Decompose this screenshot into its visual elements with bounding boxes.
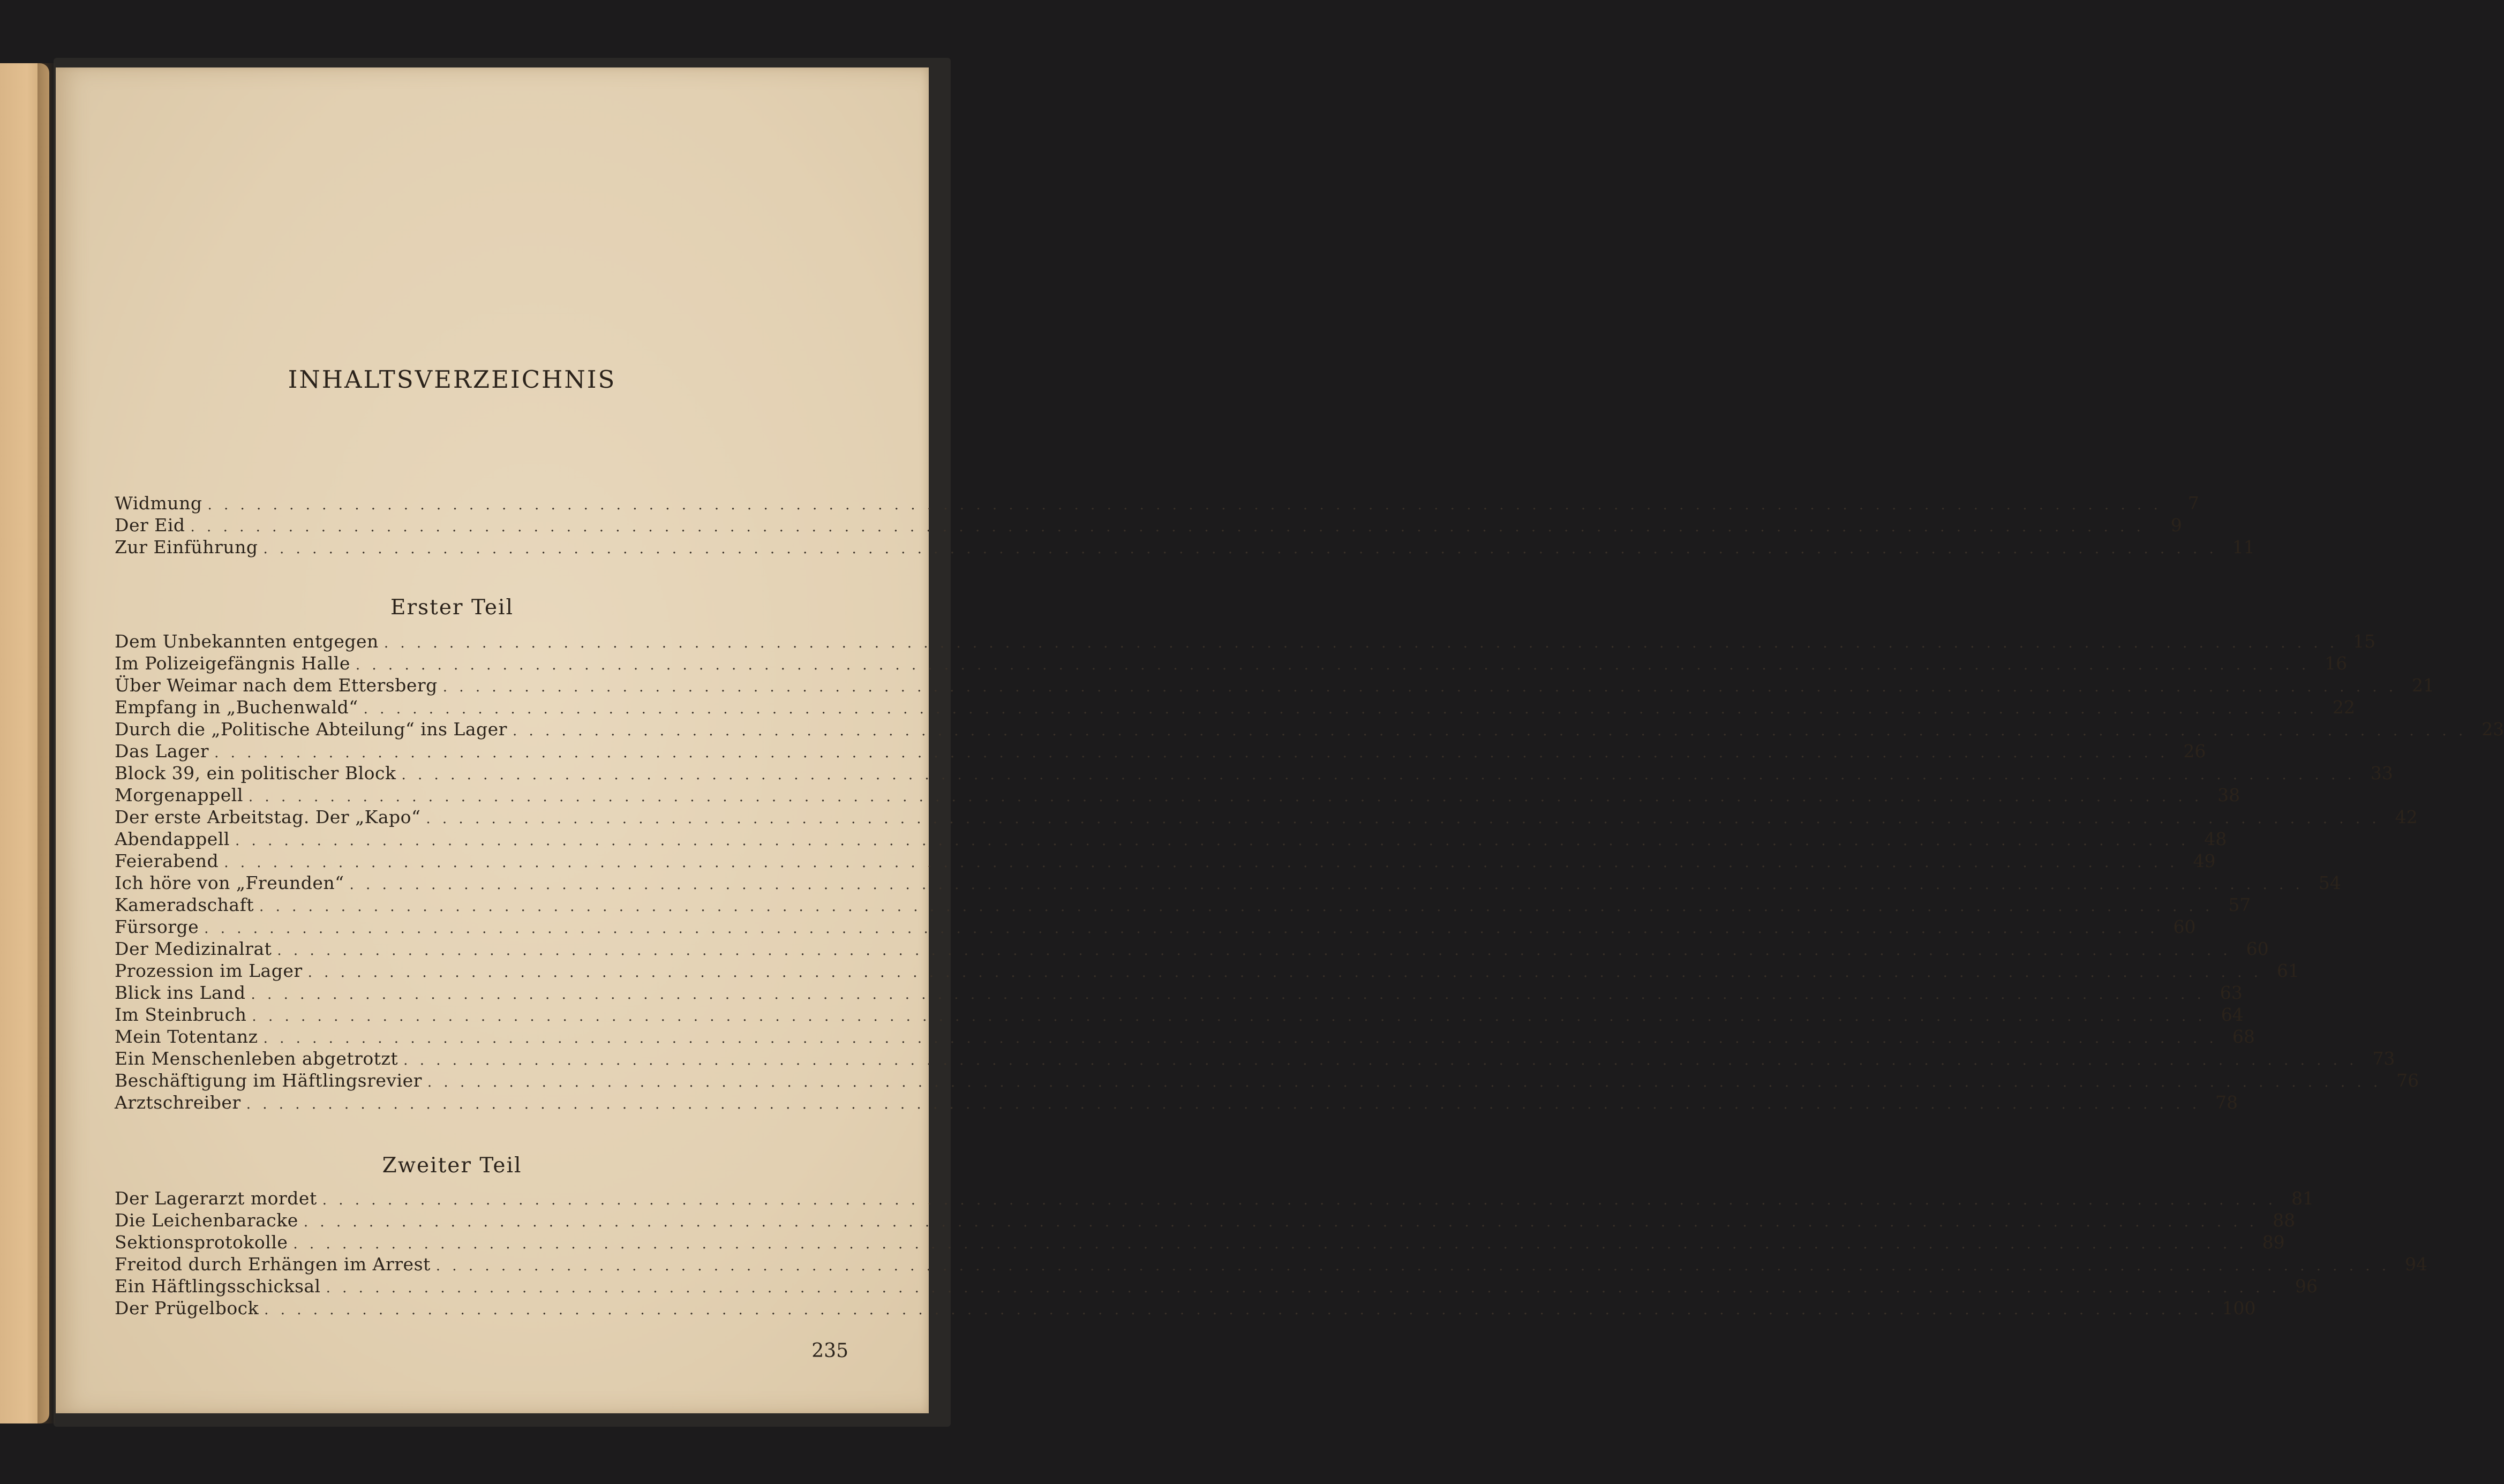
toc-entry-page: 96 — [2295, 1276, 2318, 1297]
toc-entry-title: Ich höre von „Freunden“ — [115, 872, 344, 893]
toc-entry-page: 26 — [2183, 741, 2206, 762]
toc-entry-title: Beschäftigung im Häftlingsrevier — [115, 1070, 422, 1091]
toc-entry-title: Das Lager — [115, 741, 209, 762]
toc-entry — [115, 1298, 2256, 1320]
toc-entry-title: Morgenappell — [115, 785, 243, 805]
toc-entry-title: Dem Unbekannten entgegen — [115, 631, 379, 652]
toc-entry-title: Der erste Arbeitstag. Der „Kapo“ — [115, 807, 421, 827]
toc-entry — [115, 1004, 2244, 1026]
toc-entry-page: 76 — [2396, 1070, 2419, 1091]
toc-entry — [115, 785, 2240, 807]
toc-entry — [115, 675, 2435, 697]
toc-entry-title: Block 39, ein politischer Block — [115, 763, 396, 784]
dot-leader: . . . . . . . . . . . . . . . . . . . . . . . . . . . . . . . . . . . . . . . . . . . . . . . . . . . . . . . . . . . . . . . . . . . . . . . . . . . . . . . . . . . . . . . . . . . . . . . . . . . . . . . . . . . . . . . . . . . . . . . . — [246, 1096, 2200, 1112]
toc-entry-page: 81 — [2291, 1188, 2314, 1209]
dot-leader: . . . . . . . . . . . . . . . . . . . . . . . . . . . . . . . . . . . . . . . . . . . . . . . . . . . . . . . . . . . . . . . . . . . . . . . . . . . . . . . . . . . . . . . . . . . . . . . . . . . . . . . . . . . . . . . . . . . . . . . . — [363, 701, 2318, 717]
toc-entry-title: Der Lagerarzt mordet — [115, 1188, 317, 1209]
book-gutter — [37, 63, 56, 1423]
toc-entry-page: 23 — [2482, 719, 2504, 740]
toc-entry — [115, 537, 2255, 559]
toc-entry — [115, 1188, 2314, 1210]
dot-leader: . . . . . . . . . . . . . . . . . . . . . . . . . . . . . . . . . . . . . . . . . . . . . . . . . . . . . . . . . . . . . . . . . . . . . . . . . . . . . . . . . . . . . . . . . . . . . . . . . . . . . . . . . . . . . . . . . . . . . . . . — [349, 877, 2304, 893]
toc-entry — [115, 1276, 2318, 1298]
toc-entry-page: 16 — [2325, 653, 2348, 674]
dot-leader: . . . . . . . . . . . . . . . . . . . . . . . . . . . . . . . . . . . . . . . . . . . . . . . . . . . . . . . . . . . . . . . . . . . . . . . . . . . . . . . . . . . . . . . . . . . . . . . . . . . . . . . . . . . . . . . . . . . . . . . . — [235, 833, 2190, 849]
toc-entry — [115, 1092, 2238, 1114]
toc-entry-page: 22 — [2332, 697, 2355, 718]
dot-leader: . . . . . . . . . . . . . . . . . . . . . . . . . . . . . . . . . . . . . . . . . . . . . . . . . . . . . . . . . . . . . . . . . . . . . . . . . . . . . . . . . . . . . . . . . . . . . . . . . . . . . . . . . . . . . . . . . . . . . . . . — [252, 1008, 2206, 1025]
dot-leader: . . . . . . . . . . . . . . . . . . . . . . . . . . . . . . . . . . . . . . . . . . . . . . . . . . . . . . . . . . . . . . . . . . . . . . . . . . . . . . . . . . . . . . . . . . . . . . . . . . . . . . . . . . . . . . . . . . . . . . . . — [263, 541, 2217, 557]
dot-leader: . . . . . . . . . . . . . . . . . . . . . . . . . . . . . . . . . . . . . . . . . . . . . . . . . . . . . . . . . . . . . . . . . . . . . . . . . . . . . . . . . . . . . . . . . . . . . . . . . . . . . . . . . . . . . . . . . . . . . . . . — [384, 635, 2338, 651]
dot-leader: . . . . . . . . . . . . . . . . . . . . . . . . . . . . . . . . . . . . . . . . . . . . . . . . . . . . . . . . . . . . . . . . . . . . . . . . . . . . . . . . . . . . . . . . . . . . . . . . . . . . . . . . . . . . . . . . . . . . . . . . — [442, 679, 2397, 695]
toc-entry — [115, 1210, 2296, 1232]
toc-entry — [115, 960, 2299, 982]
toc-entry-page: 21 — [2412, 675, 2435, 696]
toc-entry-page: 88 — [2273, 1210, 2296, 1231]
dot-leader: . . . . . . . . . . . . . . . . . . . . . . . . . . . . . . . . . . . . . . . . . . . . . . . . . . . . . . . . . . . . . . . . . . . . . . . . . . . . . . . . . . . . . . . . . . . . . . . . . . . . . . . . . . . . . . . . . . . . . . . . — [264, 1302, 2219, 1318]
dot-leader: . . . . . . . . . . . . . . . . . . . . . . . . . . . . . . . . . . . . . . . . . . . . . . . . . . . . . . . . . . . . . . . . . . . . . . . . . . . . . . . . . . . . . . . . . . . . . . . . . . . . . . . . . . . . . . . . . . . . . . . . — [277, 943, 2231, 959]
dot-leader: . . . . . . . . . . . . . . . . . . . . . . . . . . . . . . . . . . . . . . . . . . . . . . . . . . . . . . . . . . . . . . . . . . . . . . . . . . . . . . . . . . . . . . . . . . . . . . . . . . . . . . . . . . . . . . . . . . . . . . . . — [214, 745, 2169, 761]
toc-entry-title: Ein Menschenleben abgetrotzt — [115, 1048, 398, 1069]
toc-entry-page: 78 — [2215, 1092, 2238, 1113]
toc-entry-page: 33 — [2370, 763, 2393, 784]
toc-entry-title: Feierabend — [115, 850, 219, 871]
dot-leader: . . . . . . . . . . . . . . . . . . . . . . . . . . . . . . . . . . . . . . . . . . . . . . . . . . . . . . . . . . . . . . . . . . . . . . . . . . . . . . . . . . . . . . . . . . . . . . . . . . . . . . . . . . . . . . . . . . . . . . . . — [326, 1280, 2280, 1296]
dot-leader: . . . . . . . . . . . . . . . . . . . . . . . . . . . . . . . . . . . . . . . . . . . . . . . . . . . . . . . . . . . . . . . . . . . . . . . . . . . . . . . . . . . . . . . . . . . . . . . . . . . . . . . . . . . . . . . . . . . . . . . . — [293, 1236, 2247, 1252]
toc-entry-title: Über Weimar nach dem Ettersberg — [115, 675, 438, 696]
toc-entry-title: Abendappell — [115, 828, 230, 849]
part-two-heading: Zweiter Teil — [382, 1154, 522, 1178]
toc-entry-page: 63 — [2220, 982, 2243, 1003]
toc-entry-page: 7 — [2187, 493, 2199, 514]
toc-entry — [115, 763, 2393, 785]
toc-entry-page: 60 — [2173, 916, 2196, 937]
toc-entry — [115, 938, 2269, 960]
dot-leader: . . . . . . . . . . . . . . . . . . . . . . . . . . . . . . . . . . . . . . . . . . . . . . . . . . . . . . . . . . . . . . . . . . . . . . . . . . . . . . . . . . . . . . . . . . . . . . . . . . . . . . . . . . . . . . . . . . . . . . . . — [355, 657, 2310, 673]
dot-leader: . . . . . . . . . . . . . . . . . . . . . . . . . . . . . . . . . . . . . . . . . . . . . . . . . . . . . . . . . . . . . . . . . . . . . . . . . . . . . . . . . . . . . . . . . . . . . . . . . . . . . . . . . . . . . . . . . . . . . . . . — [207, 497, 2162, 513]
dot-leader: . . . . . . . . . . . . . . . . . . . . . . . . . . . . . . . . . . . . . . . . . . . . . . . . . . . . . . . . . . . . . . . . . . . . . . . . . . . . . . . . . . . . . . . . . . . . . . . . . . . . . . . . . . . . . . . . . . . . . . . . — [427, 1074, 2382, 1090]
toc-entry-page: 11 — [2232, 537, 2255, 558]
part-one-heading: Erster Teil — [390, 596, 514, 620]
toc-entry-page: 73 — [2372, 1048, 2395, 1069]
toc-entry-title: Kameradschaft — [115, 894, 254, 915]
intro-toc-list — [115, 493, 2255, 559]
toc-entry-title: Durch die „Politische Abteilung“ ins Lager — [115, 719, 507, 740]
toc-entry-page: 38 — [2217, 785, 2240, 805]
dot-leader: . . . . . . . . . . . . . . . . . . . . . . . . . . . . . . . . . . . . . . . . . . . . . . . . . . . . . . . . . . . . . . . . . . . . . . . . . . . . . . . . . . . . . . . . . . . . . . . . . . . . . . . . . . . . . . . . . . . . . . . . — [251, 986, 2205, 1003]
dot-leader: . . . . . . . . . . . . . . . . . . . . . . . . . . . . . . . . . . . . . . . . . . . . . . . . . . . . . . . . . . . . . . . . . . . . . . . . . . . . . . . . . . . . . . . . . . . . . . . . . . . . . . . . . . . . . . . . . . . . . . . . — [263, 1030, 2217, 1046]
dot-leader: . . . . . . . . . . . . . . . . . . . . . . . . . . . . . . . . . . . . . . . . . . . . . . . . . . . . . . . . . . . . . . . . . . . . . . . . . . . . . . . . . . . . . . . . . . . . . . . . . . . . . . . . . . . . . . . . . . . . . . . . — [512, 723, 2467, 739]
page-title: INHALTSVERZEICHNIS — [288, 365, 616, 394]
toc-entry-title: Der Medizinalrat — [115, 938, 272, 959]
toc-entry — [115, 894, 2251, 916]
part-one-toc-list — [115, 631, 2504, 1114]
toc-entry-title: Ein Häftlingsschicksal — [115, 1276, 321, 1297]
part-two-toc-list — [115, 1188, 2428, 1320]
toc-entry-page: 48 — [2204, 828, 2227, 849]
dot-leader: . . . . . . . . . . . . . . . . . . . . . . . . . . . . . . . . . . . . . . . . . . . . . . . . . . . . . . . . . . . . . . . . . . . . . . . . . . . . . . . . . . . . . . . . . . . . . . . . . . . . . . . . . . . . . . . . . . . . . . . . — [259, 899, 2214, 915]
toc-entry-page: 64 — [2221, 1004, 2244, 1025]
toc-entry-page: 100 — [2222, 1298, 2256, 1319]
toc-entry-page: 15 — [2353, 631, 2376, 652]
toc-entry — [115, 1070, 2419, 1092]
toc-entry-page: 9 — [2170, 515, 2182, 536]
dot-leader: . . . . . . . . . . . . . . . . . . . . . . . . . . . . . . . . . . . . . . . . . . . . . . . . . . . . . . . . . . . . . . . . . . . . . . . . . . . . . . . . . . . . . . . . . . . . . . . . . . . . . . . . . . . . . . . . . . . . . . . . — [303, 1214, 2258, 1230]
toc-entry-title: Empfang in „Buchenwald“ — [115, 697, 358, 718]
toc-entry — [115, 1232, 2285, 1254]
toc-entry-page: 49 — [2193, 850, 2216, 871]
toc-entry-title: Zur Einführung — [115, 537, 258, 558]
dot-leader: . . . . . . . . . . . . . . . . . . . . . . . . . . . . . . . . . . . . . . . . . . . . . . . . . . . . . . . . . . . . . . . . . . . . . . . . . . . . . . . . . . . . . . . . . . . . . . . . . . . . . . . . . . . . . . . . . . . . . . . . — [426, 811, 2380, 827]
toc-entry-page: 54 — [2318, 872, 2341, 893]
toc-entry — [115, 850, 2216, 872]
toc-entry — [115, 493, 2199, 515]
toc-entry-title: Die Leichenbaracke — [115, 1210, 298, 1231]
toc-entry — [115, 1254, 2428, 1276]
toc-entry — [115, 697, 2355, 719]
toc-entry-title: Sektionsprotokolle — [115, 1232, 288, 1253]
dot-leader: . . . . . . . . . . . . . . . . . . . . . . . . . . . . . . . . . . . . . . . . . . . . . . . . . . . . . . . . . . . . . . . . . . . . . . . . . . . . . . . . . . . . . . . . . . . . . . . . . . . . . . . . . . . . . . . . . . . . . . . . — [322, 1192, 2276, 1208]
toc-entry-title: Der Prügelbock — [115, 1298, 259, 1319]
dot-leader: . . . . . . . . . . . . . . . . . . . . . . . . . . . . . . . . . . . . . . . . . . . . . . . . . . . . . . . . . . . . . . . . . . . . . . . . . . . . . . . . . . . . . . . . . . . . . . . . . . . . . . . . . . . . . . . . . . . . . . . . — [403, 1052, 2358, 1068]
toc-entry-title: Widmung — [115, 493, 202, 514]
toc-entry — [115, 828, 2227, 850]
toc-entry — [115, 1048, 2395, 1070]
toc-entry — [115, 982, 2243, 1004]
toc-entry-title: Im Polizeigefängnis Halle — [115, 653, 350, 674]
toc-entry — [115, 631, 2376, 653]
toc-entry — [115, 719, 2504, 741]
book-page — [56, 67, 2504, 1413]
toc-entry-page: 94 — [2405, 1254, 2428, 1275]
toc-entry-title: Prozession im Lager — [115, 960, 303, 981]
toc-entry — [115, 807, 2418, 828]
toc-entry — [115, 1026, 2255, 1048]
toc-entry-page: 68 — [2232, 1026, 2255, 1047]
toc-entry — [115, 741, 2206, 763]
dot-leader: . . . . . . . . . . . . . . . . . . . . . . . . . . . . . . . . . . . . . . . . . . . . . . . . . . . . . . . . . . . . . . . . . . . . . . . . . . . . . . . . . . . . . . . . . . . . . . . . . . . . . . . . . . . . . . . . . . . . . . . . — [204, 921, 2159, 937]
toc-entry-title: Der Eid — [115, 515, 185, 536]
toc-entry-page: 61 — [2276, 960, 2299, 981]
dot-leader: . . . . . . . . . . . . . . . . . . . . . . . . . . . . . . . . . . . . . . . . . . . . . . . . . . . . . . . . . . . . . . . . . . . . . . . . . . . . . . . . . . . . . . . . . . . . . . . . . . . . . . . . . . . . . . . . . . . . . . . . — [224, 855, 2178, 871]
dot-leader: . . . . . . . . . . . . . . . . . . . . . . . . . . . . . . . . . . . . . . . . . . . . . . . . . . . . . . . . . . . . . . . . . . . . . . . . . . . . . . . . . . . . . . . . . . . . . . . . . . . . . . . . . . . . . . . . . . . . . . . . — [248, 789, 2203, 805]
toc-entry-page: 57 — [2228, 894, 2251, 915]
toc-entry-title: Mein Totentanz — [115, 1026, 258, 1047]
toc-entry-page: 89 — [2262, 1232, 2285, 1253]
page-number: 235 — [811, 1340, 848, 1362]
toc-entry — [115, 515, 2182, 537]
dot-leader: . . . . . . . . . . . . . . . . . . . . . . . . . . . . . . . . . . . . . . . . . . . . . . . . . . . . . . . . . . . . . . . . . . . . . . . . . . . . . . . . . . . . . . . . . . . . . . . . . . . . . . . . . . . . . . . . . . . . . . . . — [307, 965, 2262, 981]
toc-entry — [115, 916, 2196, 938]
toc-entry-page: 60 — [2246, 938, 2269, 959]
toc-entry-title: Blick ins Land — [115, 982, 246, 1003]
dot-leader: . . . . . . . . . . . . . . . . . . . . . . . . . . . . . . . . . . . . . . . . . . . . . . . . . . . . . . . . . . . . . . . . . . . . . . . . . . . . . . . . . . . . . . . . . . . . . . . . . . . . . . . . . . . . . . . . . . . . . . . . — [401, 767, 2356, 783]
toc-entry-title: Im Steinbruch — [115, 1004, 247, 1025]
toc-entry — [115, 872, 2341, 894]
toc-entry-page: 42 — [2395, 807, 2418, 827]
toc-entry — [115, 653, 2348, 675]
toc-entry-title: Freitod durch Erhängen im Arrest — [115, 1254, 431, 1275]
toc-entry-title: Arztschreiber — [115, 1092, 241, 1113]
dot-leader: . . . . . . . . . . . . . . . . . . . . . . . . . . . . . . . . . . . . . . . . . . . . . . . . . . . . . . . . . . . . . . . . . . . . . . . . . . . . . . . . . . . . . . . . . . . . . . . . . . . . . . . . . . . . . . . . . . . . . . . . — [190, 519, 2145, 535]
dot-leader: . . . . . . . . . . . . . . . . . . . . . . . . . . . . . . . . . . . . . . . . . . . . . . . . . . . . . . . . . . . . . . . . . . . . . . . . . . . . . . . . . . . . . . . . . . . . . . . . . . . . . . . . . . . . . . . . . . . . . . . . — [435, 1258, 2390, 1274]
toc-entry-title: Fürsorge — [115, 916, 199, 937]
